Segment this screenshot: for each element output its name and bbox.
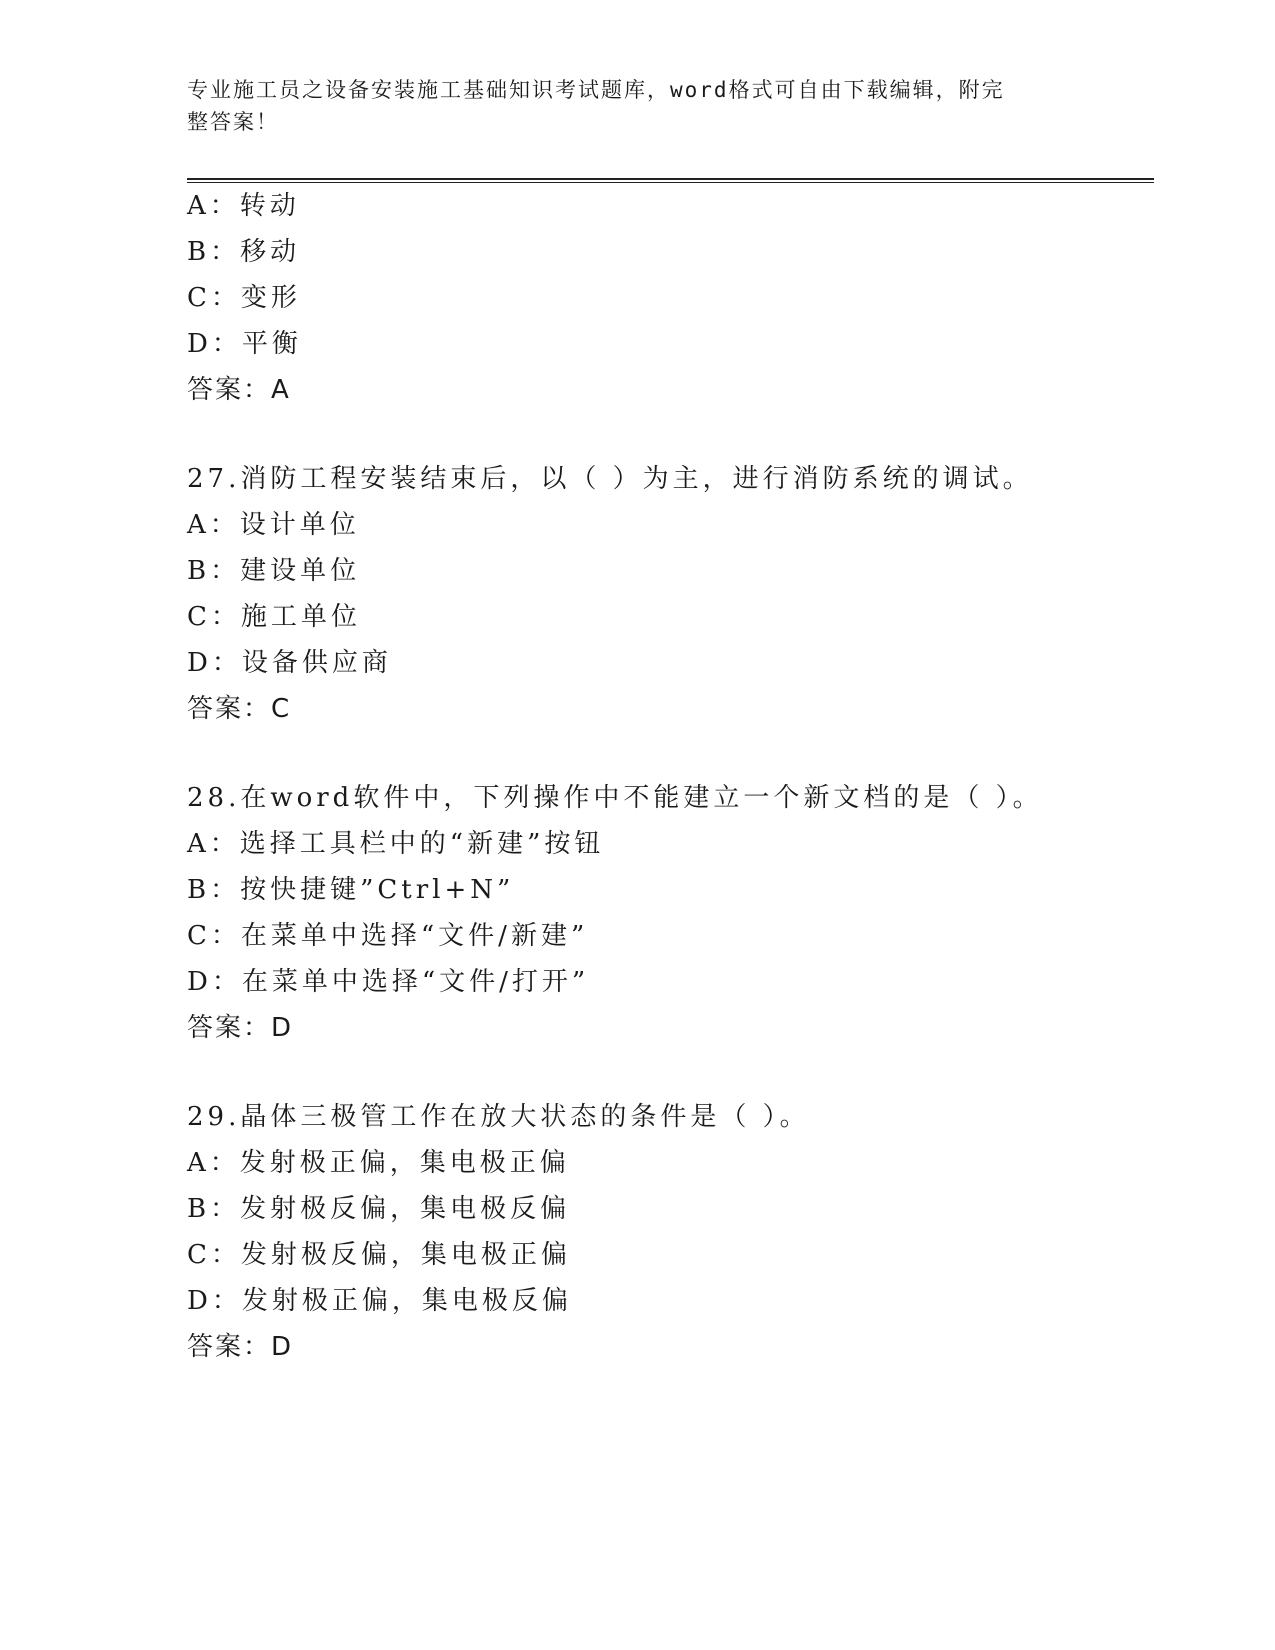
option-d: D：平衡 <box>187 329 302 359</box>
question-list <box>187 190 1147 1377</box>
page-header: 专业施工员之设备安装施工基础知识考试题库，word格式可自由下载编辑，附完 整答案！ <box>187 78 1005 134</box>
option-b: B：建设单位 <box>187 556 361 586</box>
question-stem: 28.在word软件中，下列操作中不能建立一个新文档的是（ ）。 <box>187 783 1043 813</box>
option-c: C：变形 <box>187 283 301 313</box>
answer-line: 答案：D <box>187 1013 294 1043</box>
option-b: B：发射极反偏，集电极反偏 <box>187 1194 571 1224</box>
question-block <box>187 463 1147 739</box>
option-a: A：转动 <box>187 191 300 221</box>
option-b: B：移动 <box>187 237 301 267</box>
question-block <box>187 782 1147 1058</box>
answer-line: 答案：D <box>187 1332 294 1362</box>
option-d: D：发射极正偏，集电极反偏 <box>187 1286 572 1316</box>
option-c: C：发射极反偏，集电极正偏 <box>187 1240 571 1270</box>
header-divider <box>187 178 1154 183</box>
question-stem: 29.晶体三极管工作在放大状态的条件是（ ）。 <box>187 1102 810 1132</box>
option-a: A：设计单位 <box>187 510 360 540</box>
option-c: C：施工单位 <box>187 602 361 632</box>
answer-line: 答案：A <box>187 375 291 405</box>
question-block <box>187 190 1147 420</box>
answer-line: 答案：C <box>187 694 292 724</box>
question-stem: 27.消防工程安装结束后，以（ ）为主，进行消防系统的调试。 <box>187 464 1033 494</box>
option-b: B：按快捷键”Ctrl+N” <box>187 875 515 905</box>
option-a: A：选择工具栏中的“新建”按钮 <box>187 829 605 859</box>
question-block <box>187 1101 1147 1377</box>
option-a: A：发射极正偏，集电极正偏 <box>187 1148 570 1178</box>
option-c: C：在菜单中选择“文件/新建” <box>187 921 589 951</box>
option-d: D：设备供应商 <box>187 648 392 678</box>
option-d: D：在菜单中选择“文件/打开” <box>187 967 590 997</box>
